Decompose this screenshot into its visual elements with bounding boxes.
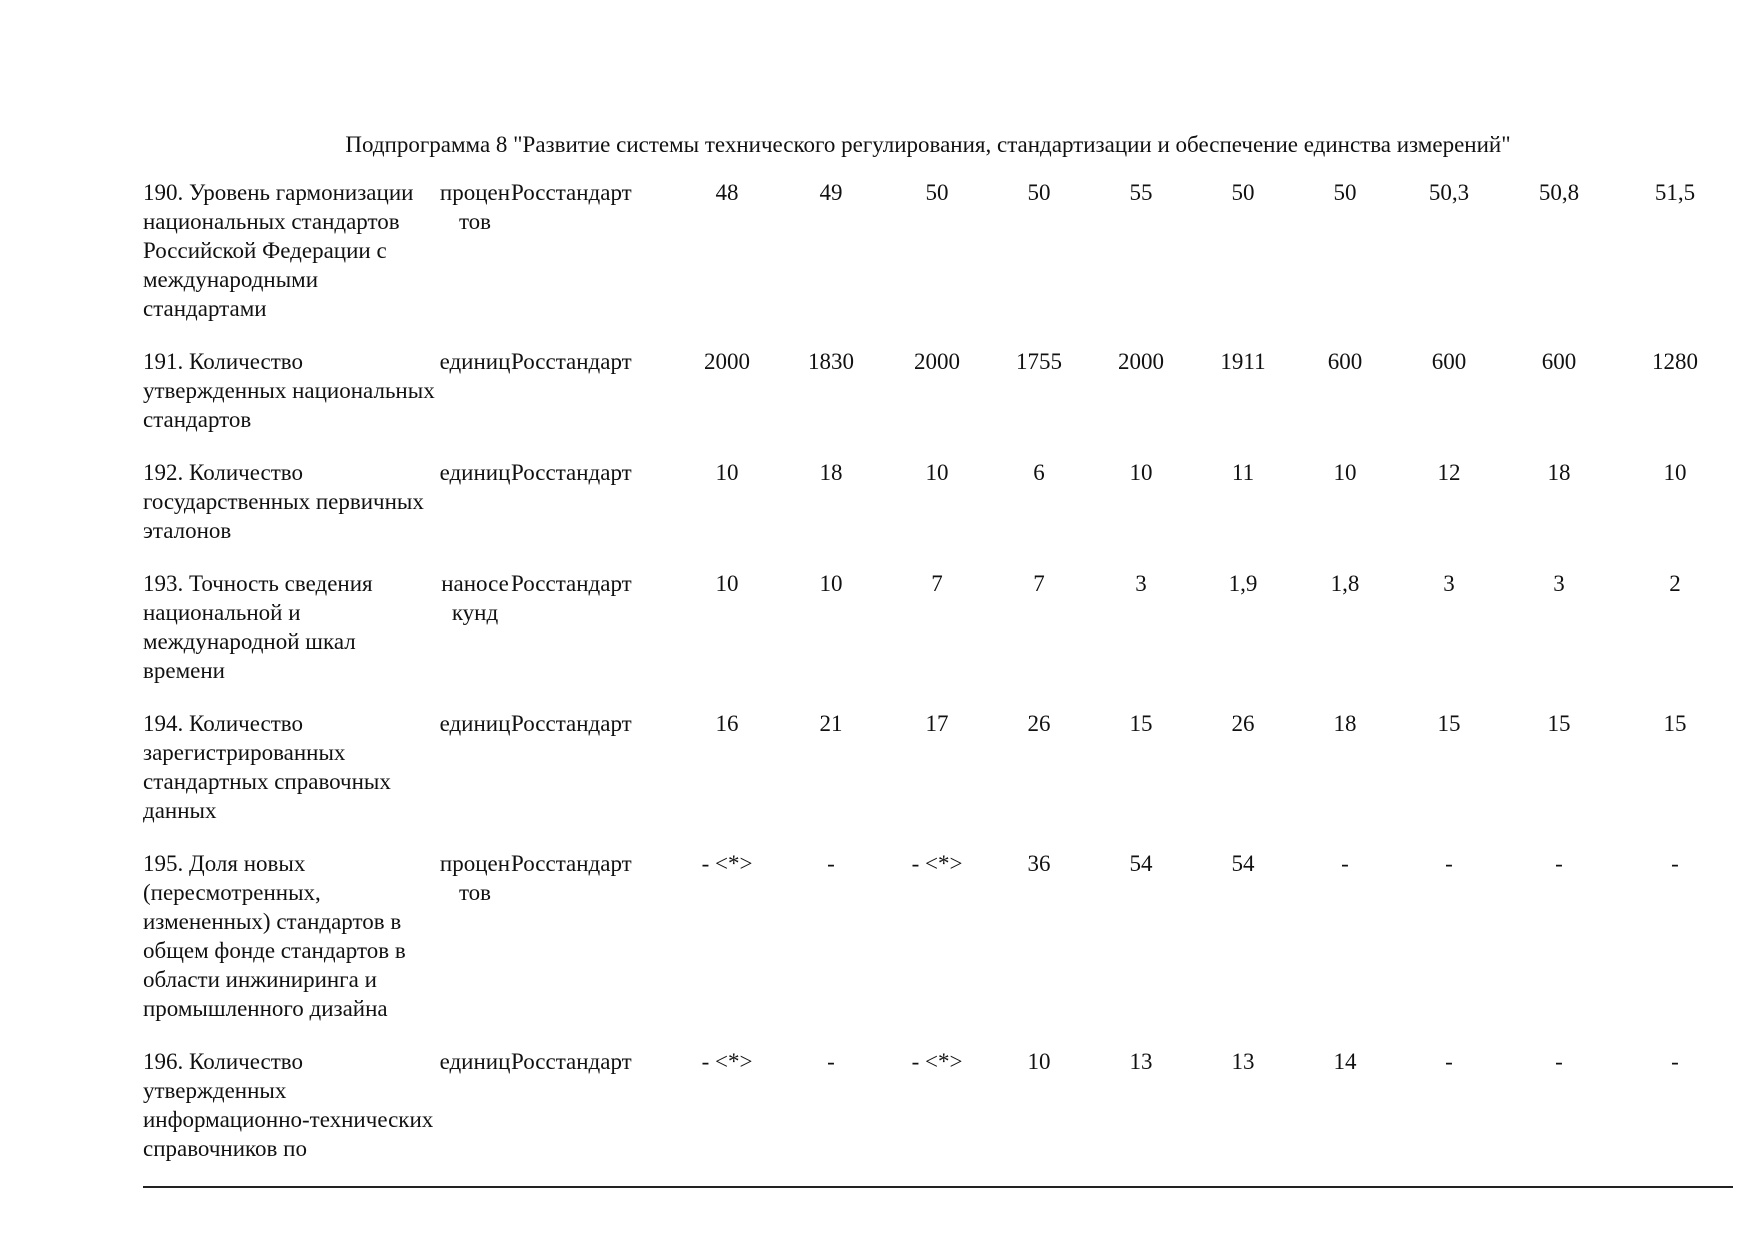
indicator-value: - <*> [701, 851, 753, 876]
indicator-unit: наносекунд [441, 571, 509, 625]
table-row [143, 347, 1733, 458]
indicator-value: 16 [715, 711, 739, 736]
indicator-name: 192. Количество государственных первичных эталонов [143, 460, 424, 543]
indicator-value: 17 [925, 711, 949, 736]
table-row [143, 178, 1733, 347]
indicator-value: 54 [1231, 851, 1255, 876]
indicator-value: 14 [1333, 1049, 1357, 1074]
indicator-value: 2 [1669, 571, 1681, 596]
indicator-value: 2000 [704, 349, 750, 374]
indicator-value: 1280 [1652, 349, 1698, 374]
indicator-value: 49 [819, 180, 843, 205]
indicator-value: 21 [819, 711, 843, 736]
indicator-value: 51,5 [1654, 180, 1696, 205]
indicator-unit: единиц [439, 1049, 511, 1074]
indicator-unit: единиц [439, 349, 511, 374]
indicator-value: 600 [1541, 349, 1577, 374]
indicator-name: 191. Количество утвержденных национальных стандартов [143, 349, 435, 432]
indicator-value: - [1671, 1049, 1679, 1074]
indicator-value: 15 [1437, 711, 1461, 736]
indicator-value: 7 [1033, 571, 1045, 596]
indicator-value: 18 [819, 460, 843, 485]
indicator-value: 50 [925, 180, 949, 205]
responsible-agency: Росстандарт [511, 851, 632, 876]
indicator-value: 3 [1135, 571, 1147, 596]
indicator-value: 1911 [1220, 349, 1266, 374]
indicator-value: 6 [1033, 460, 1045, 485]
indicator-value: 1755 [1016, 349, 1062, 374]
indicator-value: 50 [1333, 180, 1357, 205]
responsible-agency: Росстандарт [511, 180, 632, 205]
responsible-agency: Росстандарт [511, 349, 632, 374]
indicator-value: - <*> [911, 1049, 963, 1074]
indicator-value: 50,3 [1428, 180, 1470, 205]
indicator-value: 26 [1231, 711, 1255, 736]
indicator-value: 55 [1129, 180, 1153, 205]
responsible-agency: Росстандарт [511, 571, 632, 596]
indicator-name: 194. Количество зарегистрированных стандартных справочных данных [143, 711, 391, 823]
indicator-value: 36 [1027, 851, 1051, 876]
indicator-unit: единиц [439, 460, 511, 485]
indicator-value: 50,8 [1538, 180, 1580, 205]
indicator-value: - [827, 1049, 835, 1074]
responsible-agency: Росстандарт [511, 711, 632, 736]
table-body [143, 178, 1733, 1187]
indicator-value: 13 [1231, 1049, 1255, 1074]
indicator-value: - <*> [701, 1049, 753, 1074]
bottom-divider [143, 1186, 1733, 1188]
indicator-value: 12 [1437, 460, 1461, 485]
indicator-value: 54 [1129, 851, 1153, 876]
indicator-value: 10 [1129, 460, 1153, 485]
table-row [143, 709, 1733, 849]
indicator-value: 7 [931, 571, 943, 596]
indicator-value: - [1555, 1049, 1563, 1074]
indicator-value: 50 [1231, 180, 1255, 205]
indicator-value: 1,9 [1228, 571, 1258, 596]
table-row [143, 849, 1733, 1047]
indicator-value: 10 [925, 460, 949, 485]
indicator-value: 1830 [808, 349, 854, 374]
indicator-unit: процентов [439, 851, 511, 905]
table-row [143, 569, 1733, 709]
indicator-unit: единиц [439, 711, 511, 736]
indicator-value: - [1445, 851, 1453, 876]
indicator-name: 193. Точность сведения национальной и международной шкал времени [143, 571, 373, 683]
indicator-value: - [1341, 851, 1349, 876]
indicator-value: 3 [1553, 571, 1565, 596]
indicator-value: 10 [715, 571, 739, 596]
responsible-agency: Росстандарт [511, 460, 632, 485]
indicator-value: 18 [1333, 711, 1357, 736]
indicator-value: - [827, 851, 835, 876]
indicator-value: 15 [1547, 711, 1571, 736]
indicator-value: 2000 [1118, 349, 1164, 374]
indicator-value: 18 [1547, 460, 1571, 485]
indicator-name: 190. Уровень гармонизации национальных стандартов Российской Федерации с международными стандартами [143, 180, 414, 321]
indicator-value: 10 [1027, 1049, 1051, 1074]
indicator-unit: процентов [439, 180, 511, 234]
indicator-value: 600 [1327, 349, 1363, 374]
indicator-value: 26 [1027, 711, 1051, 736]
indicator-name: 196. Количество утвержденных информационно-технических справочников по [143, 1049, 434, 1161]
indicator-value: 2000 [914, 349, 960, 374]
indicator-value: - [1555, 851, 1563, 876]
indicator-value: 3 [1443, 571, 1455, 596]
indicator-name: 195. Доля новых (пересмотренных, измененных) стандартов в общем фонде стандартов в области инжиниринга и промышленного дизайна [143, 851, 406, 1021]
indicator-value: 1,8 [1330, 571, 1360, 596]
subprogram-title: Подпрограмма 8 "Развитие системы технического регулирования, стандартизации и обеспечение единства измерений" [345, 132, 1511, 157]
indicator-value: 600 [1431, 349, 1467, 374]
indicator-value: 10 [1663, 460, 1687, 485]
table-row [143, 1047, 1733, 1187]
indicator-value: 15 [1129, 711, 1153, 736]
responsible-agency: Росстандарт [511, 1049, 632, 1074]
indicator-value: - [1671, 851, 1679, 876]
indicator-value: 15 [1663, 711, 1687, 736]
indicator-value: 50 [1027, 180, 1051, 205]
indicators-table [143, 178, 1733, 1187]
indicator-value: 10 [819, 571, 843, 596]
indicator-value: 13 [1129, 1049, 1153, 1074]
indicator-value: 10 [715, 460, 739, 485]
indicator-value: 11 [1231, 460, 1255, 485]
indicator-value: 48 [715, 180, 739, 205]
indicator-value: - [1445, 1049, 1453, 1074]
table-row [143, 458, 1733, 569]
indicator-value: - <*> [911, 851, 963, 876]
indicator-value: 10 [1333, 460, 1357, 485]
